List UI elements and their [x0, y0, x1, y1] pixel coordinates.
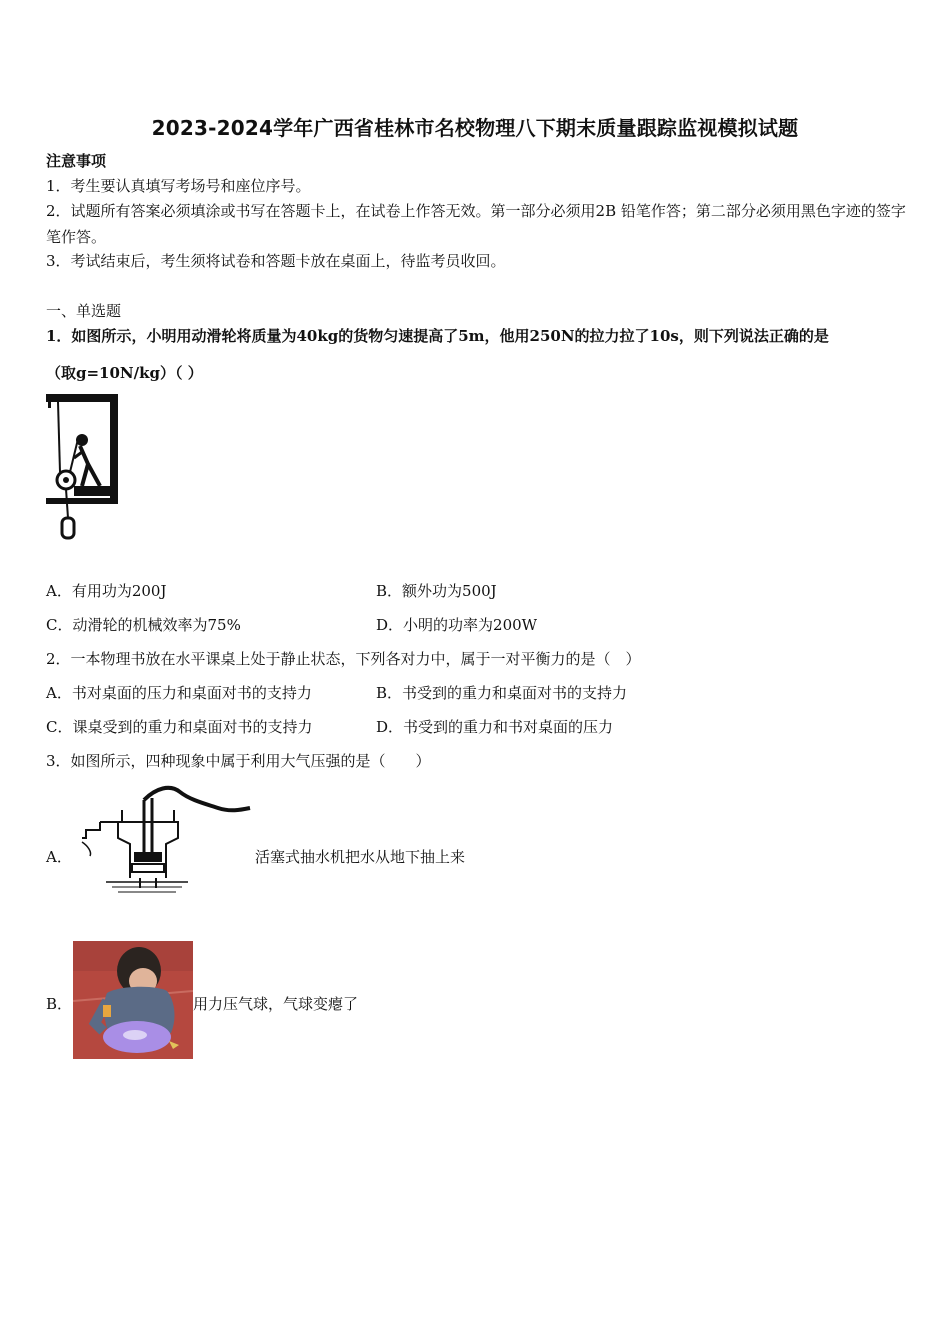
q2-option-a: A．书对桌面的压力和桌面对书的支持力	[46, 684, 312, 702]
notice-item-1: 1．考生要认真填写考场号和座位序号。	[46, 177, 311, 195]
q1-option-b: B．额外功为500J	[376, 582, 497, 600]
q2-option-d: D．书受到的重力和书对桌面的压力	[376, 718, 614, 736]
q3-option-b-text: 用力压气球，气球变瘪了	[193, 995, 359, 1013]
section-heading: 一、单选题	[46, 302, 122, 320]
q1-option-a: A．有用功为200J	[46, 582, 167, 600]
q1-stem-line1: 1．如图所示，小明用动滑轮将质量为40kg的货物匀速提高了5m，他用250N的拉力拉了10s，则下列说法正确的是	[46, 327, 829, 345]
notice-item-2: 2．试题所有答案必须填涂或书写在答题卡上，在试卷上作答无效。第一部分必须用2B 铅笔作答；第二部分必须用黑色字迹的签字笔作答。	[46, 202, 906, 246]
q3-option-a-label: A．	[46, 848, 72, 866]
pulley-figure	[46, 394, 120, 550]
q3-stem: 3．如图所示，四种现象中属于利用大气压强的是（ ）	[46, 752, 431, 770]
balloon-photo	[73, 941, 193, 1059]
q2-option-b: B．书受到的重力和桌面对书的支持力	[376, 684, 628, 702]
piston-pump-figure	[78, 782, 254, 900]
q1-stem-line2: （取g=10N/kg）（ ）	[46, 364, 203, 382]
notice-heading: 注意事项	[46, 152, 107, 170]
notice-item-3: 3．考试结束后，考生须将试卷和答题卡放在桌面上，待监考员收回。	[46, 252, 506, 270]
q2-option-c: C．课桌受到的重力和桌面对书的支持力	[46, 718, 313, 736]
q1-option-d: D．小明的功率为200W	[376, 616, 538, 634]
q1-option-c: C．动滑轮的机械效率为75%	[46, 616, 241, 634]
exam-title: 2023-2024学年广西省桂林市名校物理八下期末质量跟踪监视模拟试题	[151, 116, 799, 140]
q3-option-b-label: B．	[46, 995, 73, 1013]
q2-stem: 2．一本物理书放在水平课桌上处于静止状态，下列各对力中，属于一对平衡力的是（ ）	[46, 650, 641, 668]
q3-option-a-text: 活塞式抽水机把水从地下抽上来	[255, 848, 466, 866]
